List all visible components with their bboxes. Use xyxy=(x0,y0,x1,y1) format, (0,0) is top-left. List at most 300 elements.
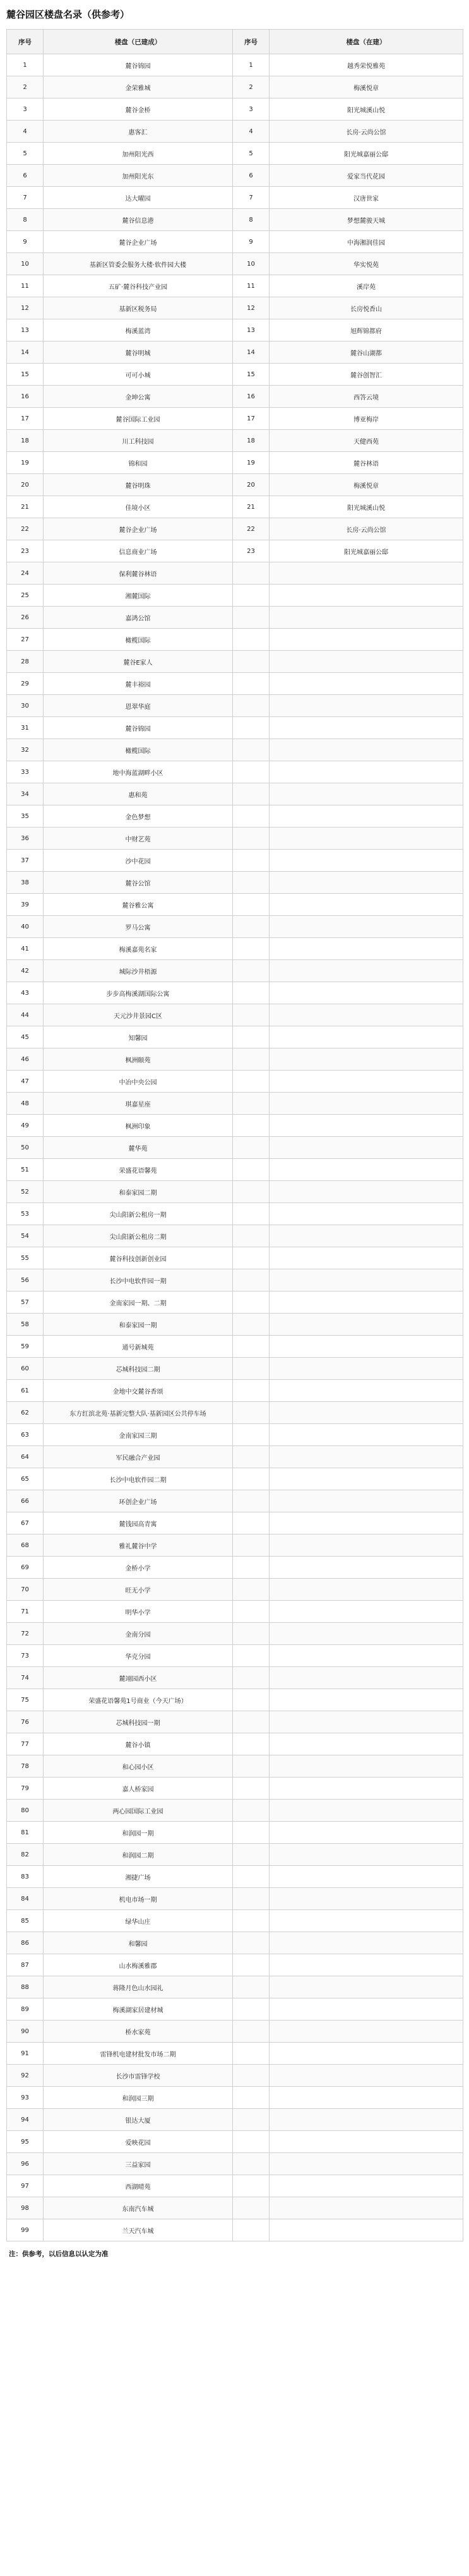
cell-building-name xyxy=(270,1910,463,1932)
table-row xyxy=(7,629,463,651)
cell-index-built: 83 xyxy=(7,1866,44,1888)
cell-building-name xyxy=(270,651,463,673)
table-row xyxy=(7,496,463,518)
cell-building-name xyxy=(270,1004,463,1026)
cell-index-building xyxy=(233,1004,270,1026)
cell-index-building: 21 xyxy=(233,496,270,518)
cell-index-building xyxy=(233,1181,270,1203)
cell-index-built: 43 xyxy=(7,982,44,1004)
cell-built-name: 麓华苑 xyxy=(44,1137,233,1159)
cell-index-building xyxy=(233,1247,270,1269)
cell-index-building xyxy=(233,1998,270,2021)
table-row xyxy=(7,209,463,231)
cell-index-building xyxy=(233,1071,270,1093)
cell-index-building xyxy=(233,1336,270,1358)
cell-building-name xyxy=(270,1689,463,1711)
table-row xyxy=(7,1689,463,1711)
cell-built-name: 麓谷信息港 xyxy=(44,209,233,231)
cell-built-name: 银达大厦 xyxy=(44,2109,233,2131)
cell-building-name xyxy=(270,1336,463,1358)
table-row xyxy=(7,231,463,253)
cell-index-building xyxy=(233,2197,270,2219)
table-row xyxy=(7,2131,463,2153)
cell-index-building xyxy=(233,2219,270,2241)
cell-building-name xyxy=(270,1534,463,1557)
cell-building-name xyxy=(270,2197,463,2219)
table-row xyxy=(7,143,463,165)
cell-building-name xyxy=(270,1269,463,1291)
cell-index-built: 35 xyxy=(7,805,44,828)
cell-built-name: 和心园小区 xyxy=(44,1755,233,1778)
cell-built-name: 麓钱园高青寓 xyxy=(44,1512,233,1534)
cell-index-built: 12 xyxy=(7,297,44,319)
table-row xyxy=(7,2153,463,2175)
cell-building-name xyxy=(270,1866,463,1888)
cell-building-name xyxy=(270,1115,463,1137)
cell-index-built: 59 xyxy=(7,1336,44,1358)
cell-built-name: 华克分园 xyxy=(44,1645,233,1667)
cell-index-building xyxy=(233,695,270,717)
cell-built-name: 橄榄国际 xyxy=(44,629,233,651)
table-row xyxy=(7,253,463,275)
cell-index-building: 6 xyxy=(233,165,270,187)
cell-building-name xyxy=(270,1778,463,1800)
cell-building-name xyxy=(270,916,463,938)
cell-index-built: 92 xyxy=(7,2065,44,2087)
cell-built-name: 可可小城 xyxy=(44,364,233,386)
cell-built-name: 湘麓国际 xyxy=(44,585,233,607)
cell-building-name: 天健西苑 xyxy=(270,430,463,452)
cell-index-built: 74 xyxy=(7,1667,44,1689)
cell-index-built: 30 xyxy=(7,695,44,717)
cell-building-name xyxy=(270,1402,463,1424)
cell-index-built: 22 xyxy=(7,518,44,540)
table-row xyxy=(7,1667,463,1689)
cell-built-name: 西湖晴苑 xyxy=(44,2175,233,2197)
table-row xyxy=(7,717,463,739)
cell-index-built: 72 xyxy=(7,1623,44,1645)
cell-index-built: 47 xyxy=(7,1071,44,1093)
cell-index-built: 44 xyxy=(7,1004,44,1026)
cell-building-name xyxy=(270,1711,463,1733)
cell-index-building xyxy=(233,1976,270,1998)
cell-index-built: 27 xyxy=(7,629,44,651)
cell-building-name xyxy=(270,2043,463,2065)
cell-building-name xyxy=(270,828,463,850)
cell-index-built: 93 xyxy=(7,2087,44,2109)
cell-built-name: 麓谷企业广场 xyxy=(44,518,233,540)
table-row xyxy=(7,2087,463,2109)
cell-index-building xyxy=(233,562,270,585)
table-row xyxy=(7,1203,463,1225)
table-row xyxy=(7,54,463,76)
cell-index-building: 10 xyxy=(233,253,270,275)
cell-index-built: 73 xyxy=(7,1645,44,1667)
cell-index-built: 87 xyxy=(7,1954,44,1976)
cell-index-building xyxy=(233,2087,270,2109)
cell-index-building xyxy=(233,761,270,783)
table-row xyxy=(7,1557,463,1579)
cell-built-name: 枫洲印象 xyxy=(44,1115,233,1137)
cell-building-name xyxy=(270,2153,463,2175)
cell-index-built: 71 xyxy=(7,1601,44,1623)
cell-built-name: 通号新城苑 xyxy=(44,1336,233,1358)
cell-built-name: 梅溪嘉苑名家 xyxy=(44,938,233,960)
cell-index-built: 56 xyxy=(7,1269,44,1291)
cell-built-name: 雅礼麓谷中学 xyxy=(44,1534,233,1557)
cell-building-name: 汉唐世家 xyxy=(270,187,463,209)
table-row xyxy=(7,2021,463,2043)
cell-index-building xyxy=(233,739,270,761)
cell-built-name: 橄榄国际 xyxy=(44,739,233,761)
cell-built-name: 军民融合产业园 xyxy=(44,1446,233,1468)
cell-building-name xyxy=(270,1137,463,1159)
cell-index-built: 10 xyxy=(7,253,44,275)
table-row xyxy=(7,297,463,319)
cell-built-name: 佳境小区 xyxy=(44,496,233,518)
cell-built-name: 芯城科技园一期 xyxy=(44,1711,233,1733)
cell-built-name: 罗马公寓 xyxy=(44,916,233,938)
cell-index-built: 61 xyxy=(7,1380,44,1402)
cell-index-built: 32 xyxy=(7,739,44,761)
cell-index-building: 20 xyxy=(233,474,270,496)
table-row xyxy=(7,2219,463,2241)
cell-index-building xyxy=(233,828,270,850)
cell-index-built: 78 xyxy=(7,1755,44,1778)
cell-built-name: 长沙中电软件园一期 xyxy=(44,1269,233,1291)
cell-index-building xyxy=(233,1932,270,1954)
table-row xyxy=(7,1115,463,1137)
cell-index-built: 26 xyxy=(7,607,44,629)
cell-index-built: 62 xyxy=(7,1402,44,1424)
cell-index-built: 67 xyxy=(7,1512,44,1534)
cell-index-building xyxy=(233,1490,270,1512)
cell-index-building xyxy=(233,607,270,629)
cell-index-building xyxy=(233,1380,270,1402)
table-row xyxy=(7,121,463,143)
footer-note: 注：供参考，以后信息以认定为准 xyxy=(9,2250,109,2258)
cell-building-name xyxy=(270,2109,463,2131)
table-row xyxy=(7,916,463,938)
cell-index-building: 8 xyxy=(233,209,270,231)
cell-building-name xyxy=(270,2065,463,2087)
cell-building-name xyxy=(270,1844,463,1866)
table-row xyxy=(7,761,463,783)
cell-index-built: 77 xyxy=(7,1733,44,1755)
cell-index-building xyxy=(233,673,270,695)
cell-building-name xyxy=(270,872,463,894)
cell-index-building xyxy=(233,1093,270,1115)
table-row xyxy=(7,1844,463,1866)
table-row xyxy=(7,1468,463,1490)
cell-built-name: 麓谷科技创新创业园 xyxy=(44,1247,233,1269)
cell-index-built: 60 xyxy=(7,1358,44,1380)
cell-index-building: 18 xyxy=(233,430,270,452)
table-row xyxy=(7,607,463,629)
cell-index-built: 13 xyxy=(7,319,44,341)
cell-building-name xyxy=(270,1159,463,1181)
table-row xyxy=(7,1314,463,1336)
cell-built-name: 基新区管委会服务大楼·软件园大楼 xyxy=(44,253,233,275)
cell-index-building xyxy=(233,1314,270,1336)
cell-index-built: 17 xyxy=(7,408,44,430)
cell-building-name: 麓谷林语 xyxy=(270,452,463,474)
cell-index-built: 57 xyxy=(7,1291,44,1314)
cell-building-name xyxy=(270,607,463,629)
cell-built-name: 兰天汽车城 xyxy=(44,2219,233,2241)
cell-built-name: 嘉人桥家园 xyxy=(44,1778,233,1800)
cell-index-built: 54 xyxy=(7,1225,44,1247)
cell-built-name: 麓翊园西小区 xyxy=(44,1667,233,1689)
table-row xyxy=(7,872,463,894)
cell-built-name: 枫洲颐苑 xyxy=(44,1048,233,1071)
cell-built-name: 荣盛花语馨苑 xyxy=(44,1159,233,1181)
cell-index-built: 58 xyxy=(7,1314,44,1336)
cell-index-building xyxy=(233,982,270,1004)
cell-index-building xyxy=(233,1512,270,1534)
cell-index-building xyxy=(233,1358,270,1380)
cell-index-building xyxy=(233,1601,270,1623)
cell-building-name: 博亚梅岸 xyxy=(270,408,463,430)
cell-index-built: 36 xyxy=(7,828,44,850)
cell-index-built: 20 xyxy=(7,474,44,496)
cell-building-name xyxy=(270,1291,463,1314)
cell-building-name: 梦想麓骏天城 xyxy=(270,209,463,231)
table-row xyxy=(7,1181,463,1203)
table-row xyxy=(7,430,463,452)
cell-index-building xyxy=(233,783,270,805)
cell-index-built: 25 xyxy=(7,585,44,607)
cell-index-built: 29 xyxy=(7,673,44,695)
table-row xyxy=(7,1402,463,1424)
cell-built-name: 和润园二期 xyxy=(44,1844,233,1866)
cell-index-building: 14 xyxy=(233,341,270,364)
table-row xyxy=(7,2065,463,2087)
cell-built-name: 麓谷企业广场 xyxy=(44,231,233,253)
cell-index-built: 84 xyxy=(7,1888,44,1910)
table-row xyxy=(7,1048,463,1071)
cell-built-name: 加州阳光东 xyxy=(44,165,233,187)
table-row xyxy=(7,1888,463,1910)
table-row xyxy=(7,673,463,695)
cell-building-name xyxy=(270,739,463,761)
cell-index-built: 6 xyxy=(7,165,44,187)
table-row xyxy=(7,2197,463,2219)
cell-index-building xyxy=(233,2065,270,2087)
cell-building-name xyxy=(270,1203,463,1225)
cell-index-built: 81 xyxy=(7,1822,44,1844)
cell-index-building xyxy=(233,1954,270,1976)
cell-built-name: 旺无小学 xyxy=(44,1579,233,1601)
cell-index-built: 34 xyxy=(7,783,44,805)
cell-index-built: 51 xyxy=(7,1159,44,1181)
cell-building-name xyxy=(270,1512,463,1534)
table-row xyxy=(7,1004,463,1026)
cell-building-name xyxy=(270,1954,463,1976)
cell-index-building xyxy=(233,1623,270,1645)
cell-index-built: 49 xyxy=(7,1115,44,1137)
table-row xyxy=(7,1579,463,1601)
cell-index-building xyxy=(233,872,270,894)
cell-index-building xyxy=(233,960,270,982)
cell-building-name: 越秀荣悦雅苑 xyxy=(270,54,463,76)
cell-built-name: 达大曜园 xyxy=(44,187,233,209)
table-row xyxy=(7,1336,463,1358)
table-row xyxy=(7,319,463,341)
cell-index-built: 89 xyxy=(7,1998,44,2021)
cell-index-building xyxy=(233,2175,270,2197)
cell-built-name: 麓谷锦园 xyxy=(44,54,233,76)
cell-built-name: 惠客汇 xyxy=(44,121,233,143)
cell-building-name xyxy=(270,1048,463,1071)
cell-built-name: 麓谷公馆 xyxy=(44,872,233,894)
table-row xyxy=(7,2175,463,2197)
cell-building-name xyxy=(270,629,463,651)
cell-index-built: 28 xyxy=(7,651,44,673)
cell-built-name: 麓谷明珠 xyxy=(44,474,233,496)
cell-index-building xyxy=(233,1468,270,1490)
cell-built-name: 步步高梅溪湖国际公寓 xyxy=(44,982,233,1004)
cell-index-building: 7 xyxy=(233,187,270,209)
cell-index-built: 3 xyxy=(7,98,44,121)
cell-index-building xyxy=(233,1800,270,1822)
cell-index-building xyxy=(233,1910,270,1932)
cell-building-name xyxy=(270,1998,463,2021)
cell-built-name: 三益家园 xyxy=(44,2153,233,2175)
table-row xyxy=(7,739,463,761)
cell-building-name: 阳光城嘉丽公邸 xyxy=(270,143,463,165)
cell-building-name xyxy=(270,717,463,739)
table-row xyxy=(7,1932,463,1954)
table-row xyxy=(7,540,463,562)
table-row xyxy=(7,651,463,673)
cell-index-building xyxy=(233,938,270,960)
cell-building-name: 爱家当代花园 xyxy=(270,165,463,187)
cell-built-name: 麓丰裕园 xyxy=(44,673,233,695)
cell-building-name: 阳光城嘉丽公邸 xyxy=(270,540,463,562)
cell-index-built: 69 xyxy=(7,1557,44,1579)
cell-building-name xyxy=(270,1888,463,1910)
property-table xyxy=(6,29,463,2241)
table-row xyxy=(7,1711,463,1733)
table-row xyxy=(7,1159,463,1181)
cell-index-building: 22 xyxy=(233,518,270,540)
cell-index-building xyxy=(233,1711,270,1733)
cell-index-building xyxy=(233,1667,270,1689)
table-row xyxy=(7,1026,463,1048)
cell-building-name xyxy=(270,1755,463,1778)
cell-index-built: 42 xyxy=(7,960,44,982)
table-row xyxy=(7,585,463,607)
cell-index-built: 48 xyxy=(7,1093,44,1115)
cell-building-name xyxy=(270,2131,463,2153)
cell-building-name: 长房·云尚公馆 xyxy=(270,121,463,143)
table-row xyxy=(7,1380,463,1402)
cell-index-built: 76 xyxy=(7,1711,44,1733)
cell-building-name xyxy=(270,1800,463,1822)
cell-index-building xyxy=(233,916,270,938)
table-row xyxy=(7,960,463,982)
cell-built-name: 金南家园三期 xyxy=(44,1424,233,1446)
cell-building-name: 西答云境 xyxy=(270,386,463,408)
cell-built-name: 沙中花园 xyxy=(44,850,233,872)
table-row xyxy=(7,938,463,960)
cell-index-building: 2 xyxy=(233,76,270,98)
table-row xyxy=(7,1512,463,1534)
cell-index-building: 13 xyxy=(233,319,270,341)
cell-index-building xyxy=(233,1579,270,1601)
table-row xyxy=(7,783,463,805)
cell-built-name: 湘捷广场 xyxy=(44,1866,233,1888)
cell-building-name xyxy=(270,1026,463,1048)
cell-index-built: 11 xyxy=(7,275,44,297)
cell-index-building: 15 xyxy=(233,364,270,386)
cell-built-name: 环创企业广场 xyxy=(44,1490,233,1512)
cell-index-built: 23 xyxy=(7,540,44,562)
cell-index-built: 38 xyxy=(7,872,44,894)
cell-index-building xyxy=(233,805,270,828)
cell-index-built: 85 xyxy=(7,1910,44,1932)
cell-index-built: 46 xyxy=(7,1048,44,1071)
cell-index-building xyxy=(233,1733,270,1755)
cell-building-name: 长房悦香山 xyxy=(270,297,463,319)
table-row xyxy=(7,2043,463,2065)
table-row xyxy=(7,1800,463,1822)
cell-index-built: 88 xyxy=(7,1976,44,1998)
table-row xyxy=(7,386,463,408)
cell-built-name: 惠和苑 xyxy=(44,783,233,805)
table-row xyxy=(7,982,463,1004)
table-row xyxy=(7,828,463,850)
table-row xyxy=(7,695,463,717)
cell-built-name: 中财艺苑 xyxy=(44,828,233,850)
cell-index-building xyxy=(233,2153,270,2175)
cell-building-name xyxy=(270,1557,463,1579)
cell-built-name: 麓谷锦园 xyxy=(44,717,233,739)
cell-building-name xyxy=(270,805,463,828)
cell-building-name xyxy=(270,2087,463,2109)
table-row xyxy=(7,1446,463,1468)
cell-index-building xyxy=(233,717,270,739)
cell-built-name: 和馨园 xyxy=(44,1932,233,1954)
cell-building-name xyxy=(270,1314,463,1336)
cell-index-built: 16 xyxy=(7,386,44,408)
cell-built-name: 长沙中电软件园二期 xyxy=(44,1468,233,1490)
cell-index-building xyxy=(233,1402,270,1424)
cell-index-building: 5 xyxy=(233,143,270,165)
table-row xyxy=(7,341,463,364)
table-row xyxy=(7,1645,463,1667)
table-row xyxy=(7,1225,463,1247)
cell-built-name: 桥水家苑 xyxy=(44,2021,233,2043)
cell-index-building xyxy=(233,1689,270,1711)
cell-index-building xyxy=(233,2021,270,2043)
table-row xyxy=(7,1424,463,1446)
cell-built-name: 恩翠华庭 xyxy=(44,695,233,717)
cell-built-name: 锦和园 xyxy=(44,452,233,474)
cell-index-built: 95 xyxy=(7,2131,44,2153)
cell-built-name: 梅溪蓝湾 xyxy=(44,319,233,341)
cell-index-built: 99 xyxy=(7,2219,44,2241)
cell-index-building: 23 xyxy=(233,540,270,562)
cell-built-name: 知馨园 xyxy=(44,1026,233,1048)
cell-building-name xyxy=(270,585,463,607)
cell-index-building: 17 xyxy=(233,408,270,430)
cell-index-building: 4 xyxy=(233,121,270,143)
cell-building-name xyxy=(270,1181,463,1203)
cell-index-built: 39 xyxy=(7,894,44,916)
cell-building-name: 麓谷山湖都 xyxy=(270,341,463,364)
